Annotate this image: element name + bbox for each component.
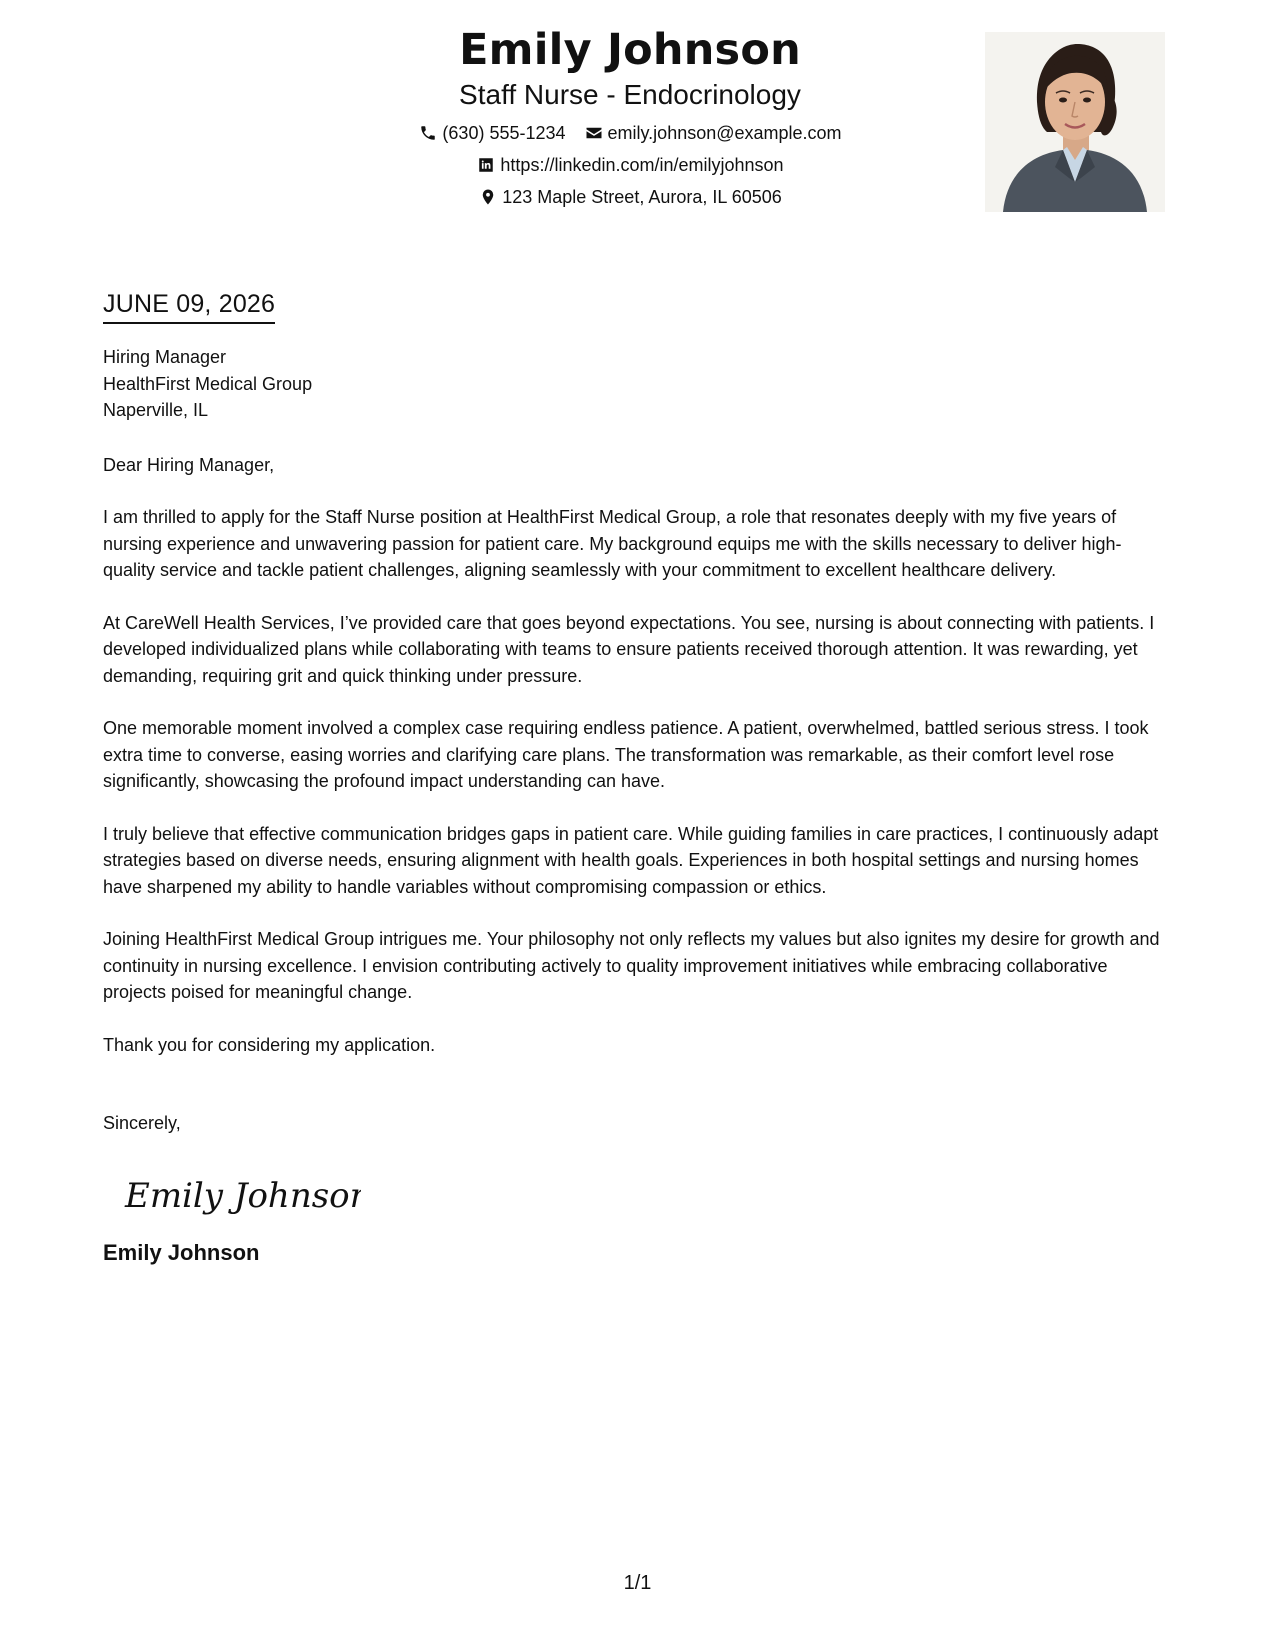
phone-icon (418, 123, 438, 143)
closing: Sincerely, (103, 1113, 181, 1133)
page-number: 1/1 (623, 1572, 652, 1594)
paragraph-1: I am thrilled to apply for the Staff Nurse position at HealthFirst Medical Group, a role that resonates deeply with my five years of nursing experience and unwavering passion for patient care. My background equips me with the skills necessary to deliver high-quality service and tackle patient challenges, aligning seamlessly with your commitment to excellent healthcare delivery. (103, 507, 1122, 580)
header-info (330, 22, 930, 208)
paragraph-4: I truly believe that effective communication bridges gaps in patient care. While guiding families in care practices, I continuously adapt strategies based on diverse needs, ensuring alignment with health goals. Experiences in both hospital settings and nursing homes have sharpened my ability to handle variables without compromising compassion or ethics. (103, 823, 1159, 897)
recipient-location: Naperville, IL (103, 400, 209, 420)
linkedin-url: https://linkedin.com/in/emilyjohnson (500, 155, 784, 175)
applicant-name: Emily Johnson (459, 25, 801, 75)
recipient-company: HealthFirst Medical Group (103, 373, 313, 394)
salutation: Dear Hiring Manager, (103, 454, 275, 475)
recipient-title: Hiring Manager (103, 347, 227, 367)
phone-contact (418, 122, 565, 144)
linkedin-contact (476, 154, 783, 176)
signer-name: Emily Johnson (103, 1239, 260, 1265)
signature-text: Emily Johnson (125, 1175, 361, 1216)
contact-row-2 (330, 154, 930, 176)
applicant-title: Staff Nurse - Endocrinology (459, 79, 801, 110)
paragraph-2: At CareWell Health Services, I’ve provided care that goes beyond expectations. You see, nursing is about connecting with patients. I developed individualized plans while collaborating with teams to ensure patients received thorough attention. It was rewarding, yet demanding, requiring grit and quick thinking under pressure. (103, 612, 1155, 686)
paragraph-5: Joining HealthFirst Medical Group intrigues me. Your philosophy not only reflects my values but also ignites my desire for growth and continuity in nursing excellence. I envision contributing actively to quality improvement initiatives while embracing collaborative projects poised for meaningful change. (103, 929, 1160, 1002)
linkedin-icon (476, 155, 496, 175)
map-pin-icon (478, 187, 498, 207)
street-address: 123 Maple Street, Aurora, IL 60506 (502, 187, 782, 207)
letter-header (0, 22, 1275, 222)
envelope-icon (584, 123, 604, 143)
paragraph-3: One memorable moment involved a complex case requiring endless patience. A patient, overwhelmed, battled serious stress. I took extra time to converse, easing worries and clarifying care plans. The transformation was remarkable, as their comfort level rose significantly, showcasing the profound impact understanding can have. (103, 718, 1149, 791)
address-contact (478, 186, 782, 208)
handwritten-signature (121, 1165, 361, 1225)
phone-number: (630) 555-1234 (442, 123, 566, 143)
letter-date: JUNE 09, 2026 (103, 288, 275, 324)
email-contact (584, 122, 842, 144)
letter-body (103, 288, 1173, 1267)
profile-photo (985, 32, 1165, 212)
email-address: emily.johnson@example.com (607, 123, 842, 143)
contact-row-1 (330, 122, 930, 144)
recipient-block (103, 344, 1173, 424)
paragraph-6: Thank you for considering my application. (103, 1034, 436, 1055)
contact-row-3 (330, 186, 930, 208)
